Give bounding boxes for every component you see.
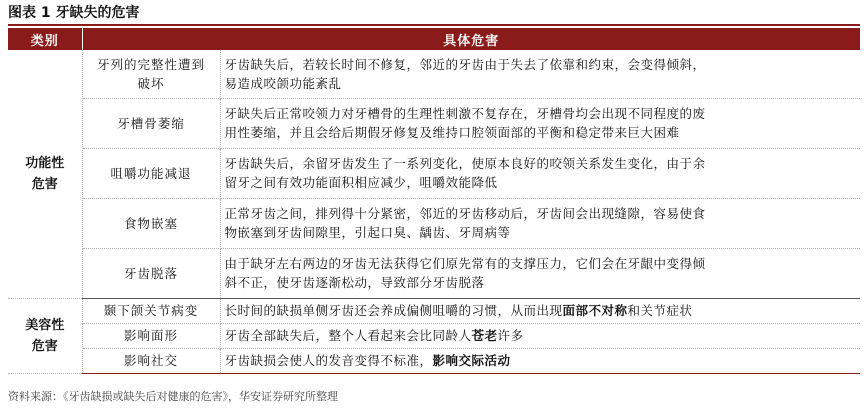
description-text: 长时间的缺损单侧牙齿还会养成偏侧咀嚼的习惯，从而出现: [224, 303, 563, 318]
description-cell: [220, 50, 860, 98]
table-row: [8, 50, 860, 98]
item-cell: 影响面形: [82, 323, 220, 348]
description-line: 牙齿缺失后，余留牙齿发生了一系列变化，使原本良好的咬领关系发生变化，由于余: [224, 156, 706, 171]
table-row: [8, 98, 860, 148]
title-divider: [8, 24, 860, 26]
item-cell: 牙槽骨萎缩: [82, 98, 220, 148]
description-cell: [220, 248, 860, 298]
description-line: 斜不正，使牙齿逐渐松动，导致部分牙齿脱落: [224, 275, 485, 290]
category-line: 功能性: [25, 155, 65, 171]
item-cell: 食物嵌塞: [82, 198, 220, 248]
description-line: 牙齿缺失后，若较长时间不修复，邻近的牙齿由于失去了依靠和约束，会变得倾斜，: [224, 56, 706, 72]
table-row: [8, 248, 860, 298]
header-category: 类别: [8, 28, 82, 50]
item-cell: 牙齿脱落: [82, 248, 220, 298]
category-line: 危害: [31, 338, 58, 354]
description-cell: [220, 348, 860, 373]
table-row: [8, 198, 860, 248]
description-cell: [220, 98, 860, 148]
description-cell: [220, 298, 860, 323]
description-emphasis: 面部不对称: [562, 303, 628, 318]
hazard-table: [8, 28, 860, 374]
table-row: [8, 298, 860, 323]
table-row: [8, 323, 860, 348]
header-details: 具体危害: [82, 28, 860, 50]
description-text: 牙齿全部缺失后，整个人看起来会比同龄人: [224, 328, 472, 343]
description-line: 正常牙齿之间，排列得十分紧密，邻近的牙齿移动后，牙齿间会出现缝隙，容易使食: [224, 206, 706, 221]
description-emphasis: 苍老: [471, 328, 498, 343]
description-emphasis: 影响交际活动: [432, 353, 511, 368]
description-cell: [220, 198, 860, 248]
item-cell: [82, 50, 220, 98]
category-line: 美容性: [25, 317, 65, 333]
table-row: [8, 348, 860, 373]
item-cell: 影响社交: [82, 348, 220, 373]
description-line: 易造成咬颌功能紊乱: [224, 75, 342, 91]
description-text: 和关节症状: [627, 303, 693, 318]
category-line: 危害: [31, 176, 58, 192]
category-cell-cosmetic: [8, 298, 82, 373]
table-header-row: [8, 28, 860, 50]
description-text: 牙齿缺损会使人的发音变得不标准，: [224, 353, 433, 368]
figure-title: 图表 1 牙缺失的危害: [8, 5, 140, 21]
table-row: [8, 148, 860, 198]
item-line: 破坏: [137, 75, 165, 91]
description-cell: [220, 148, 860, 198]
description-line: 用性萎缩，并且会给后期假牙修复及维持口腔领面部的平衡和稳定带来巨大困难: [224, 125, 680, 140]
description-line: 由于缺牙左右两边的牙齿无法获得它们原先常有的支撑压力，它们会在牙龈中变得倾: [224, 256, 706, 271]
description-line: 物嵌塞到牙齿间隙里，引起口臭、龋齿、牙周病等: [224, 225, 511, 240]
item-cell: 颞下颌关节病变: [82, 298, 220, 323]
category-cell-functional: [8, 50, 82, 298]
item-line: 牙列的完整性遭到: [96, 56, 205, 72]
description-line: 牙缺失后正常咬领力对牙槽骨的生理性刺激不复存在，牙槽骨均会出现不同程度的废: [224, 106, 706, 121]
description-cell: [220, 323, 860, 348]
description-line: 留牙之间有效功能面积相应减少，咀嚼效能降低: [224, 175, 498, 190]
description-text: 许多: [497, 328, 524, 343]
item-cell: 咀嚼功能减退: [82, 148, 220, 198]
source-note: 资料来源：《牙齿缺损或缺失后对健康的危害》，华安证券研究所整理: [8, 390, 338, 403]
